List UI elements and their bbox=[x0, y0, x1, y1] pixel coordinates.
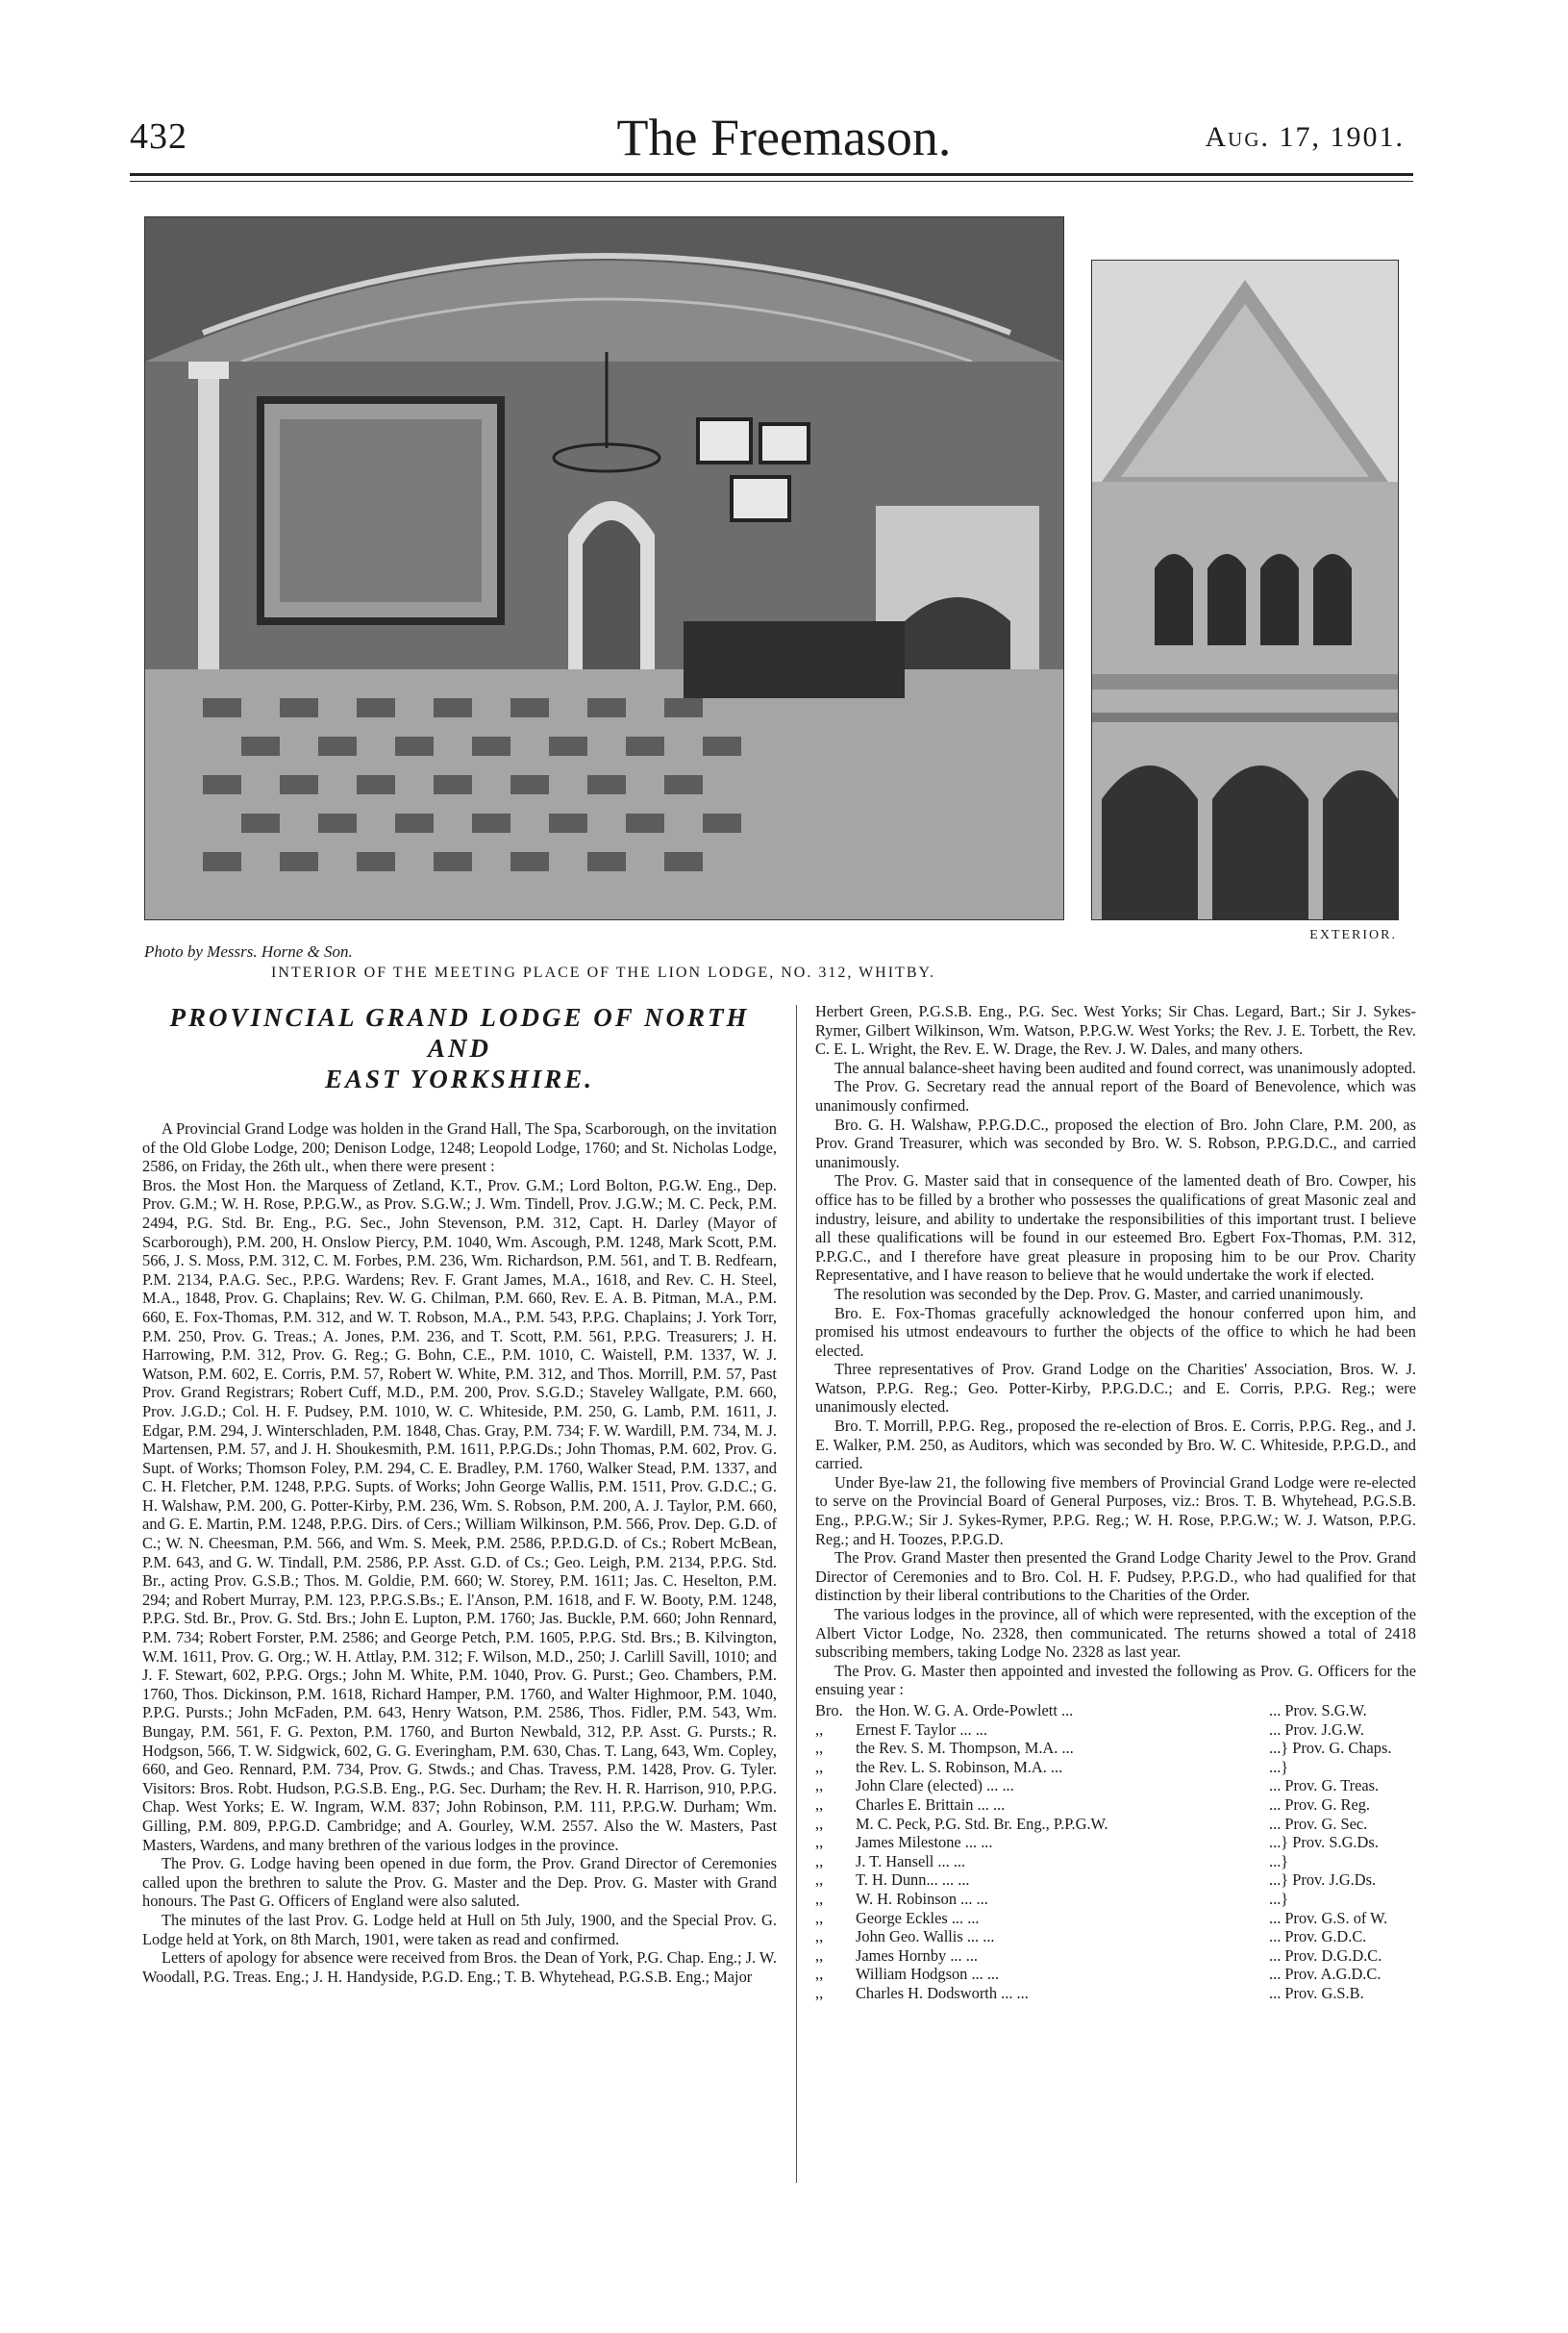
officer-name: William Hodgson ... ... bbox=[856, 1965, 1000, 1984]
interior-photo bbox=[144, 216, 1064, 920]
officer-row bbox=[815, 1815, 1416, 1834]
officer-position: ... Prov. J.G.W. bbox=[1269, 1719, 1364, 1739]
officer-row bbox=[815, 1776, 1416, 1795]
paragraph: The Prov. G. Lodge having been opened in due form, the Prov. Grand Director of Ceremonies called upon the brethren to salute the Prov. G. Master and the Dep. Prov. G. Master with Grand honours. The Past G. Officers of England were also saluted. bbox=[142, 1854, 777, 1911]
officer-row bbox=[815, 1739, 1416, 1758]
paragraph: The Prov. G. Secretary read the annual report of the Board of Benevolence, which was unanimously confirmed. bbox=[815, 1077, 1416, 1115]
officer-name: the Hon. W. G. A. Orde-Powlett ... bbox=[856, 1700, 1074, 1719]
officer-prefix: Bro. bbox=[815, 1700, 843, 1719]
paragraph: Herbert Green, P.G.S.B. Eng., P.G. Sec. West Yorks; Sir Chas. Legard, Bart.; Sir J. Sykes-Rymer, Gilbert Wilkinson, Wm. Watson, P.P.G.W. West Yorks; the Rev. J. E. Torbett, the Rev. C. E. L. Wright, the Rev. E. W. Drage, the Rev. J. W. Dales, and many others. bbox=[815, 1002, 1416, 1059]
officer-position: ...} bbox=[1269, 1757, 1289, 1776]
paragraph: Letters of apology for absence were received from Bros. the Dean of York, P.G. Chap. Eng.; J. W. Woodall, P.G. Treas. Eng.; J. H. Handyside, P.G.D. Eng.; T. B. Whytehead, P.G.S.B. Eng.; Major bbox=[142, 1948, 777, 1986]
paragraph: Under Bye-law 21, the following five members of Provincial Grand Lodge were re-elected to serve on the Provincial Board of General Purposes, viz.: Bros. T. B. Whytehead, P.G.S.B. Eng., P.P.G.W.; Sir J. Sykes-Rymer, P.P.G. Reg.; W. H. Rose, P.P.G.W.; W. J. Watson, P.P.G. Reg.; and H. Toozes, P.P.G.D. bbox=[815, 1472, 1416, 1548]
officer-position: ... Prov. D.G.D.C. bbox=[1269, 1945, 1382, 1965]
officer-name: George Eckles ... ... bbox=[856, 1908, 980, 1927]
exterior-photo bbox=[1091, 260, 1399, 920]
paragraph: A Provincial Grand Lodge was holden in the Grand Hall, The Spa, Scarborough, on the invitation of the Old Globe Lodge, 200; Denison Lodge, 1248; Leopold Lodge, 1760; and St. Nicholas Lodge, 2586, on Friday, the 26th ult., when there were present : bbox=[142, 1119, 777, 1176]
officer-name: John Geo. Wallis ... ... bbox=[856, 1927, 995, 1946]
officer-name: Charles H. Dodsworth ... ... bbox=[856, 1983, 1029, 2002]
officer-row bbox=[815, 1984, 1416, 2003]
officer-prefix: ,, bbox=[815, 1870, 824, 1890]
officer-row bbox=[815, 1795, 1416, 1815]
officer-prefix: ,, bbox=[815, 1776, 824, 1795]
officer-row bbox=[815, 1833, 1416, 1852]
officer-position: ... Prov. G. Sec. bbox=[1269, 1814, 1368, 1833]
officer-position: ... Prov. G. Treas. bbox=[1269, 1776, 1380, 1795]
attendance-list: Bros. the Most Hon. the Marquess of Zetland, K.T., Prov. G.M.; Lord Bolton, P.G.W. Eng., Dep. Prov. G.M.; W. H. Rose, P.P.G.W., as Prov. S.G.W.; J. Wm. Tindell, Prov. J.G.W.; M. C. Peck, P.M. 2494, P.G. Std. Br. Eng., P.G. Sec., John Stevenson, P.M. 312, Capt. H. Darley (Mayor of Scarborough), P.M. 200, H. Onslow Piercy, P.M. 1040, Wm. Ascough, P.M. 1248, Mark Scott, P.M. 566, J. S. Moss, P.M. 312, C. M. Forbes, P.M. 236, Wm. Richardson, P.M. 561, and T. B. Redfearn, P.M. 2134, P.A.G. Sec., P.P.G. Wardens; Rev. F. Grant James, M.A., 1618, and Rev. C. H. Steel, M.A., 1848, Prov. G. Chaplains; Rev. W. G. Chilman, P.M. 660, Rev. E. A. B. Pitman, M.A., P.M. 660, E. Fox-Thomas, P.M. 312, and W. T. Robson, M.A., P.M. 543, P.P.G. Chaplains; J. York Torr, P.M. 250, Prov. G. Treas.; A. Jones, P.M. 236, and T. Scott, P.M. 561, P.P.G. Treasurers; J. H. Harrowing, P.M. 312, Prov. G. Reg.; G. Bohn, C.E., P.M. 1010, C. Waistell, P.M. 1337, W. J. Watson, P.M. 602, E. Corris, P.M. 57, Robert W. White, P.M. 312, and Thos. Morrill, P.M. 57, Past Prov. Grand Registrars; Robert Cuff, M.D., P.M. 200, Prov. S.G.D.; Staveley Wallgate, P.M. 660, Prov. J.G.D.; Col. H. F. Pudsey, P.M. 1010, W. C. Whiteside, P.M. 250, G. Lamb, P.M. 1611, J. Edgar, P.M. 294, J. Winterschladen, P.M. 1848, Chas. Gray, P.M. 734; F. W. Wardill, P.M. 734, M. J. Martensen, P.M. 57, and J. H. Shoukesmith, P.M. 1611, P.P.G.Ds.; John Thomas, P.M. 602, Prov. G. Supt. of Works; Thomson Foley, P.M. 294, C. E. Bradley, P.M. 1760, Walker Stead, P.M. 1337, and C. H. Fletcher, P.M. 1248, P.P.G. Supts. of Works; John George Wallis, P.M. 1511, Prov. G.D.C.; G. H. Walshaw, P.M. 200, G. Potter-Kirby, P.M. 236, Wm. S. Robson, P.M. 200, A. J. Taylor, P.M. 660, and G. E. Martin, P.M. 1248, P.P.G. Dirs. of Cers.; William Wilkinson, P.M. 566, Prov. Dep. G.D. of C.; W. N. Cheesman, P.M. 566, and Wm. S. Meek, P.M. 2586, P.P.D.G.D. of Cs.; Robert McBean, P.M. 643, and G. W. Tindall, P.M. 2586, P.P. Asst. G.D. of Cs.; Geo. Leigh, P.M. 2134, P.P.G. Std. Br., acting Prov. G.S.B.; Thos. M. Goldie, P.M. 660; W. Storey, P.M. 1611; Jas. C. Heselton, P.M. 294; and Robert Murray, P.M. 123, P.P.G.S.Bs.; E. l'Anson, P.M. 1618, and F. W. Booty, P.M. 1248, P.P.G. Std. Br., Prov. G. Std. Brs.; John E. Lupton, P.M. 1760; Jas. Buckle, P.M. 660; John Rennard, P.M. 734; Robert Forster, P.M. 2586; and George Petch, P.M. 1605, P.P.G. Std. Brs.; B. Kilvington, W.M. 1611, Prov. G. Org.; W. H. Attlay, P.M. 312; F. Wilson, M.D., 250; J. Carlill Savill, 1010; and J. F. Stewart, 602, P.P.G. Orgs.; John M. White, P.M. 1040, Prov. G. Purst.; Geo. Chambers, P.M. 1760, Thos. Dickinson, P.M. 1618, Richard Hamper, P.M. 1760, and Walter Highmoor, P.M. 1040, P.P.G. Pursts.; John McFaden, P.M. 643, Henry Watson, P.M. 2586, Thos. Fidler, P.M. 543, Wm. Bungay, P.M. 561, F. G. Pexton, P.M. 1760, and Burton Newbald, 312, P.P. Asst. G. Pursts.; R. Hodgson, 566, T. W. Sidgwick, 602, G. G. Everingham, P.M. 630, Chas. T. Lang, 643, Wm. Copley, 660, and Geo. Rennard, P.M. 734, Prov. G. Stwds.; and Chas. Travess, P.M. 1428, Prov. G. Tyler. Visitors: Bros. Robt. Hudson, P.G.S.B. Eng., P.G. Sec. Durham; the Rev. H. R. Harrison, 910, P.P.G. Chap. West Yorks; E. W. Ingram, W.M. 837; John Robinson, P.M. 111, P.P.G.W. Durham; Wm. Gilling, P.M. 809, P.P.G.D. Cambridge; and A. Gourley, W.M. 2557. Also the W. Masters, Past Masters, Wardens, and many brethren of the various lodges in the province. bbox=[142, 1175, 777, 1854]
masthead-title: The Freemason. bbox=[616, 109, 952, 166]
officer-prefix: ,, bbox=[815, 1757, 824, 1776]
officer-prefix: ,, bbox=[815, 1889, 824, 1908]
paragraph: Three representatives of Prov. Grand Lodge on the Charities' Association, Bros. W. J. Watson, P.P.G. Reg.; Geo. Potter-Kirby, P.P.G.D.C.; and E. Corris, P.P.G. Reg.; were unanimously elected. bbox=[815, 1360, 1416, 1417]
article-heading-line2: EAST YORKSHIRE. bbox=[324, 1065, 595, 1093]
paragraph: The Prov. G. Master then appointed and invested the following as Prov. G. Officers for the ensuing year : bbox=[815, 1661, 1416, 1699]
officer-prefix: ,, bbox=[815, 1927, 824, 1946]
officer-row bbox=[815, 1909, 1416, 1928]
officer-position: ...} Prov. G. Chaps. bbox=[1269, 1739, 1392, 1758]
officer-name: Charles E. Brittain ... ... bbox=[856, 1794, 1006, 1814]
paragraph: Bro. G. H. Walshaw, P.P.G.D.C., proposed the election of Bro. John Clare, P.M. 200, as Prov. Grand Treasurer, which was seconded by Bro. W. S. Robson, P.P.G.D.C., and carried unanimously. bbox=[815, 1115, 1416, 1171]
officer-name: T. H. Dunn... ... ... bbox=[856, 1870, 970, 1890]
page-number: 432 bbox=[130, 116, 187, 157]
officer-name: the Rev. S. M. Thompson, M.A. ... bbox=[856, 1739, 1074, 1758]
left-column-text bbox=[142, 1119, 777, 1986]
officer-prefix: ,, bbox=[815, 1814, 824, 1833]
column-divider bbox=[796, 1005, 797, 2183]
left-column bbox=[142, 1002, 777, 1986]
paragraph: The Prov. G. Master said that in consequence of the lamented death of Bro. Cowper, his office has to be filled by a brother who possesses the qualifications of great Masonic zeal and industry, leisure, and ability to undertake the responsibilities of this important trust. I believe all these qualifications will be found in our esteemed Bro. Egbert Fox-Thomas, P.M. 312, P.P.G.C., and I therefore have great pleasure in proposing him to be our Prov. Charity Representative, and I have reason to believe that he would undertake the work if elected. bbox=[815, 1171, 1416, 1285]
interior-caption: INTERIOR OF THE MEETING PLACE OF THE LION LODGE, NO. 312, WHITBY. bbox=[270, 965, 935, 981]
paragraph: Bro. T. Morrill, P.P.G. Reg., proposed the re-election of Bros. E. Corris, P.P.G. Reg., and J. E. Walker, P.M. 250, as Auditors, which was seconded by Bro. W. C. Whiteside, P.P.G.D., and carried. bbox=[815, 1417, 1416, 1473]
officer-row bbox=[815, 1965, 1416, 1984]
officer-position: ... Prov. S.G.W. bbox=[1269, 1700, 1367, 1719]
officer-position: ... Prov. G.S.B. bbox=[1269, 1983, 1364, 2002]
officer-prefix: ,, bbox=[815, 1851, 824, 1870]
officer-position: ... Prov. G.S. of W. bbox=[1269, 1908, 1388, 1927]
officer-position: ...} bbox=[1269, 1889, 1289, 1908]
paragraph: The Prov. Grand Master then presented the Grand Lodge Charity Jewel to the Prov. Grand Director of Ceremonies and to Bro. Col. H. F. Pudsey, P.P.G.D., who had qualified for that distinction by their liberal contributions to the Charities of the Order. bbox=[815, 1548, 1416, 1605]
officer-row bbox=[815, 1946, 1416, 1966]
paragraph: Bro. E. Fox-Thomas gracefully acknowledged the honour conferred upon him, and promised his utmost endeavours to further the objects of the office to which he had been elected. bbox=[815, 1303, 1416, 1360]
paragraph: The annual balance-sheet having been audited and found correct, was unanimously adopted. bbox=[834, 1058, 1416, 1077]
officer-prefix: ,, bbox=[815, 1719, 824, 1739]
officer-name: James Hornby ... ... bbox=[856, 1945, 979, 1965]
officer-row bbox=[815, 1758, 1416, 1777]
officer-position: ...} Prov. S.G.Ds. bbox=[1269, 1833, 1379, 1852]
officer-name: Ernest F. Taylor ... ... bbox=[856, 1719, 987, 1739]
officer-row bbox=[815, 1852, 1416, 1871]
issue-date: Aug. 17, 1901. bbox=[1205, 121, 1405, 153]
officer-name: J. T. Hansell ... ... bbox=[856, 1851, 966, 1870]
officer-name: the Rev. L. S. Robinson, M.A. ... bbox=[856, 1757, 1063, 1776]
paragraph: The resolution was seconded by the Dep. Prov. G. Master, and carried unanimously. bbox=[834, 1284, 1364, 1303]
officer-prefix: ,, bbox=[815, 1945, 824, 1965]
paragraph: The various lodges in the province, all of which were represented, with the exception of the Albert Victor Lodge, No. 2328, then communicated. The returns showed a total of 2418 subscribing members, taking Lodge No. 2328 as last year. bbox=[815, 1605, 1416, 1662]
officer-row bbox=[815, 1720, 1416, 1740]
officer-row bbox=[815, 1927, 1416, 1946]
officer-position: ... Prov. G. Reg. bbox=[1269, 1794, 1371, 1814]
officer-position: ...} Prov. J.G.Ds. bbox=[1269, 1870, 1377, 1890]
officer-position: ... Prov. G.D.C. bbox=[1269, 1927, 1367, 1946]
article-heading-line1: PROVINCIAL GRAND LODGE OF NORTH AND bbox=[169, 1003, 750, 1063]
photo-credit: Photo by Messrs. Horne & Son. bbox=[144, 942, 353, 961]
paragraph: The minutes of the last Prov. G. Lodge held at Hull on 5th July, 1900, and the Special Prov. G. Lodge held at York, on 8th March, 1901, were taken as read and confirmed. bbox=[142, 1910, 777, 1948]
right-column-text bbox=[815, 1002, 1416, 1699]
officers-list bbox=[815, 1701, 1416, 2003]
officer-position: ...} bbox=[1269, 1851, 1289, 1870]
officer-position: ... Prov. A.G.D.C. bbox=[1269, 1965, 1381, 1984]
officer-row bbox=[815, 1890, 1416, 1909]
officer-row bbox=[815, 1870, 1416, 1890]
right-column bbox=[815, 1002, 1416, 2002]
officer-row bbox=[815, 1701, 1416, 1720]
header-rule bbox=[130, 173, 1413, 176]
officer-name: M. C. Peck, P.G. Std. Br. Eng., P.P.G.W. bbox=[856, 1814, 1108, 1833]
officer-name: W. H. Robinson ... ... bbox=[856, 1889, 988, 1908]
officer-name: John Clare (elected) ... ... bbox=[856, 1776, 1014, 1795]
officer-prefix: ,, bbox=[815, 1833, 824, 1852]
officer-prefix: ,, bbox=[815, 1908, 824, 1927]
officer-prefix: ,, bbox=[815, 1739, 824, 1758]
exterior-caption: EXTERIOR. bbox=[1309, 928, 1397, 942]
officer-name: James Milestone ... ... bbox=[856, 1833, 993, 1852]
header-rule-thin bbox=[130, 181, 1413, 182]
officer-prefix: ,, bbox=[815, 1983, 824, 2002]
officer-prefix: ,, bbox=[815, 1965, 824, 1984]
officer-prefix: ,, bbox=[815, 1794, 824, 1814]
